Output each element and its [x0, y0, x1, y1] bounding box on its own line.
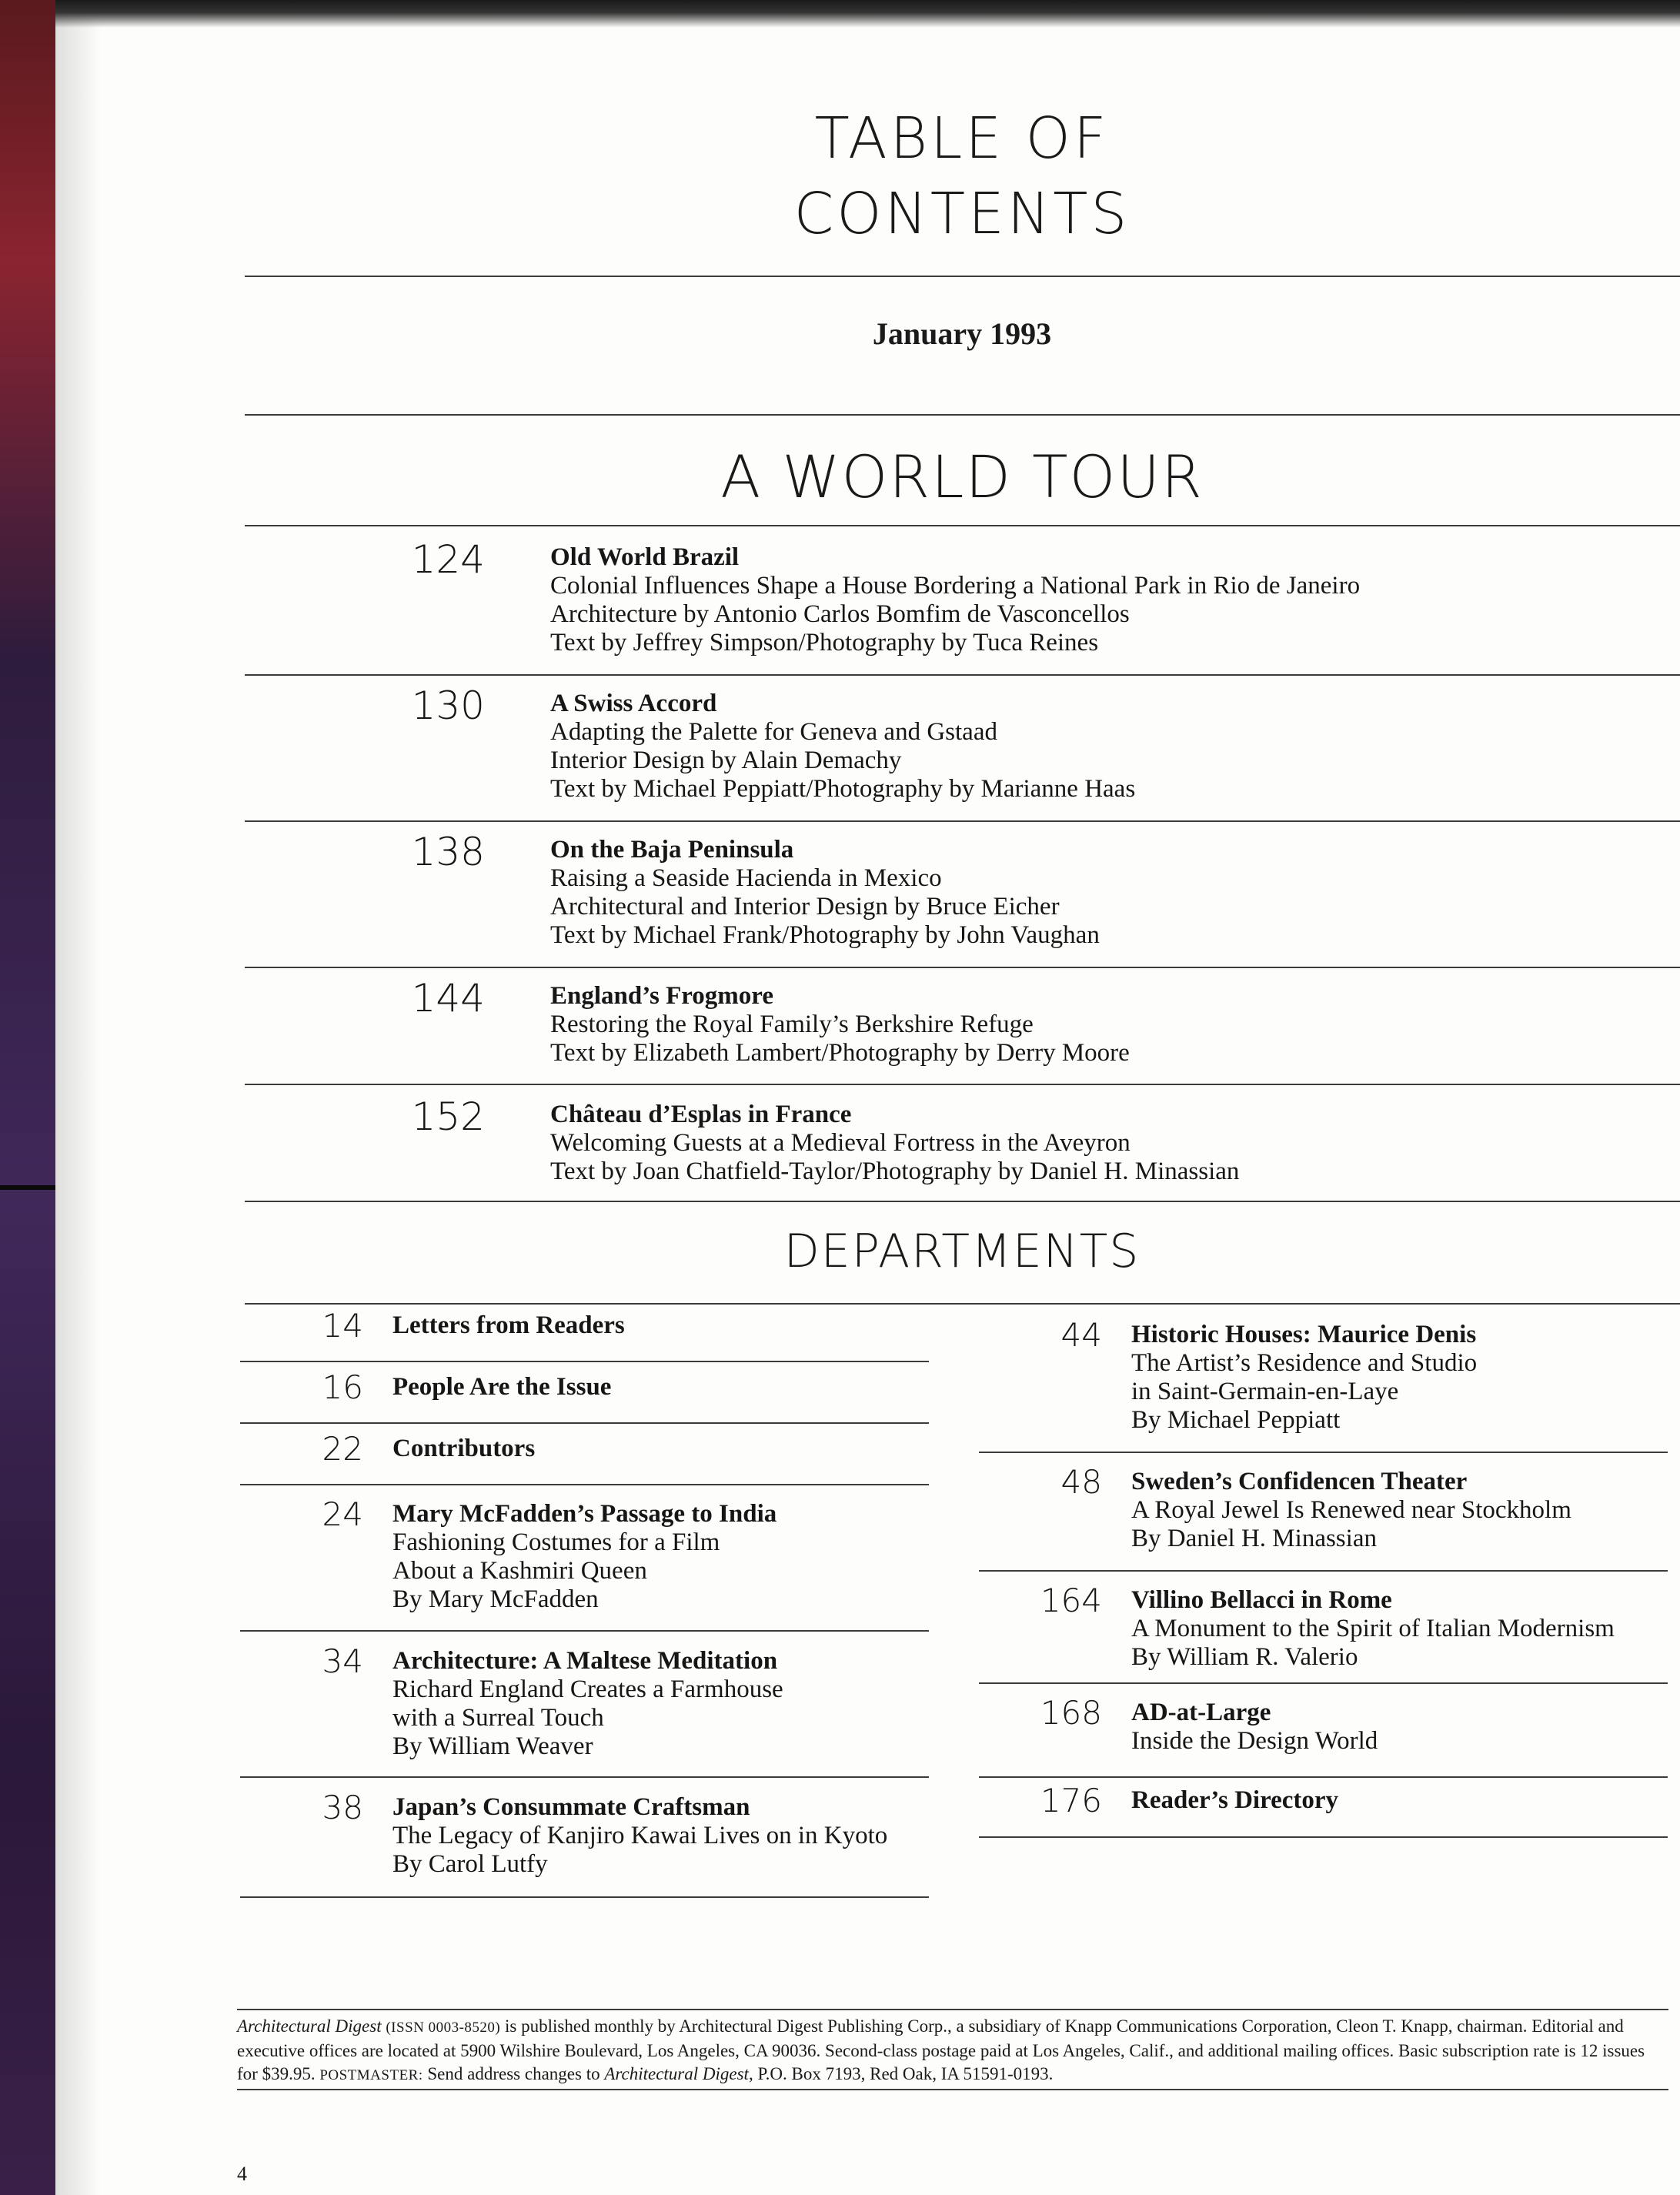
- divider: [979, 1452, 1668, 1453]
- divider: [240, 1422, 929, 1424]
- page-number: 4: [237, 2163, 247, 2185]
- page-reference: 48: [1060, 1463, 1102, 1501]
- entry-title: Old World Brazil: [550, 543, 740, 571]
- entry-title: Letters from Readers: [392, 1311, 625, 1339]
- page-reference: 24: [322, 1495, 363, 1533]
- magazine-name: Architectural Digest: [237, 2016, 382, 2036]
- entry-detail-line: By Mary McFadden: [392, 1585, 599, 1613]
- divider: [979, 1776, 1668, 1778]
- postmaster-label: POSTMASTER:: [319, 2067, 423, 2083]
- entry-title: England’s Frogmore: [550, 982, 773, 1010]
- divider: [237, 2009, 1668, 2010]
- divider: [979, 1682, 1668, 1684]
- entry-detail-line: Fashioning Costumes for a Film: [392, 1528, 720, 1556]
- page-reference: 130: [411, 683, 485, 728]
- divider: [245, 1201, 1680, 1202]
- entry-text: [550, 543, 1628, 657]
- entry-detail-line: By Carol Lutfy: [392, 1850, 548, 1878]
- entry-text: [392, 1500, 777, 1614]
- entry-detail-line: A Royal Jewel Is Renewed near Stockholm: [1131, 1496, 1571, 1524]
- entry-title: Historic Houses: Maurice Denis: [1131, 1321, 1477, 1348]
- entry-title: Château d’Esplas in France: [550, 1101, 852, 1128]
- entry-detail-line: Text by Michael Peppiatt/Photography by Marianne Haas: [550, 775, 1136, 803]
- entry-text: [550, 1101, 1628, 1186]
- entry-detail-line: Interior Design by Alain Demachy: [550, 747, 902, 774]
- entry-detail-line: Inside the Design World: [1131, 1727, 1378, 1755]
- entry-title: Reader’s Directory: [1131, 1786, 1339, 1814]
- page-reference: 152: [411, 1094, 485, 1139]
- entry-detail-line: By William Weaver: [392, 1732, 593, 1760]
- divider: [245, 414, 1680, 416]
- features-heading: A WORLD TOUR: [720, 443, 1204, 511]
- entry-text: [1131, 1699, 1378, 1756]
- entry-detail-line: in Saint-Germain-en-Laye: [1131, 1378, 1399, 1405]
- entry-detail-line: Text by Joan Chatfield-Taylor/Photography by Daniel H. Minassian: [550, 1158, 1240, 1185]
- entry-detail-line: Richard England Creates a Farmhouse: [392, 1675, 783, 1703]
- page-reference: 138: [411, 830, 485, 874]
- entry-detail-line: Adapting the Palette for Geneva and Gstaad: [550, 718, 997, 746]
- entry-text: [1131, 1468, 1571, 1553]
- entry-title: Japan’s Consummate Craftsman: [392, 1793, 750, 1821]
- divider: [237, 2089, 1668, 2090]
- divider: [240, 1776, 929, 1778]
- entry-detail-line: Architecture by Antonio Carlos Bomfim de Vasconcellos: [550, 600, 1130, 628]
- entry-text: [392, 1793, 887, 1879]
- notice-text-2: Send address changes to: [423, 2064, 605, 2083]
- divider: [245, 276, 1680, 277]
- page-title-line-1: TABLE OF: [814, 105, 1110, 172]
- entry-detail-line: The Legacy of Kanjiro Kawai Lives on in Kyoto: [392, 1822, 888, 1849]
- entry-detail-line: Architectural and Interior Design by Bruce Eicher: [550, 893, 1060, 920]
- magazine-name: Architectural Digest: [604, 2064, 749, 2083]
- entry-title: Architecture: A Maltese Meditation: [392, 1647, 778, 1675]
- entry-text: [550, 836, 1628, 950]
- page-reference: 34: [322, 1642, 363, 1680]
- entry-detail-line: About a Kashmiri Queen: [392, 1557, 647, 1585]
- scan-top-edge: [55, 0, 1680, 28]
- page-reference: 38: [322, 1789, 363, 1826]
- divider: [979, 1570, 1668, 1572]
- divider: [245, 967, 1680, 968]
- entry-detail-line: Colonial Influences Shape a House Bordering a National Park in Rio de Janeiro: [550, 572, 1361, 600]
- entry-text: [392, 1311, 625, 1340]
- entry-detail-line: By Daniel H. Minassian: [1131, 1525, 1377, 1552]
- issue-date: January 1993: [872, 316, 1052, 351]
- entry-text: [1131, 1321, 1477, 1435]
- entry-text: [550, 982, 1628, 1067]
- entry-detail-line: Text by Michael Frank/Photography by John Vaughan: [550, 921, 1100, 949]
- entry-detail-line: A Monument to the Spirit of Italian Modernism: [1131, 1615, 1615, 1642]
- divider: [245, 820, 1680, 822]
- entry-title: Mary McFadden’s Passage to India: [392, 1500, 777, 1528]
- entry-detail-line: Text by Jeffrey Simpson/Photography by Tuca Reines: [550, 629, 1099, 656]
- adjacent-page-edge: [0, 0, 55, 2195]
- entry-text: [1131, 1586, 1615, 1672]
- page-reference: 124: [411, 537, 485, 582]
- divider: [240, 1361, 929, 1362]
- entry-title: Contributors: [392, 1435, 536, 1462]
- notice-text-3: , P.O. Box 7193, Red Oak, IA 51591-0193.: [748, 2064, 1054, 2083]
- notice-text-1: is published monthly by Architectural Digest Publishing Corp., a subsidiary of Knapp Communications Corporation, Cleon T. Knapp, chairman. Editorial and executive offices are located at 5900 Wilshire Boulevard, Los Angeles, CA 90036. Second-class postage paid at Los Angeles, Calif., and additional mailing offices. Basic subscription rate is 12 issues for $39.95.: [237, 2016, 1645, 2083]
- entry-text: [392, 1373, 611, 1402]
- page-reference: 22: [322, 1430, 363, 1468]
- departments-heading: DEPARTMENTS: [783, 1224, 1141, 1278]
- page-reference: 164: [1040, 1582, 1102, 1619]
- entry-title: A Swiss Accord: [550, 690, 717, 717]
- entry-title: AD-at-Large: [1131, 1699, 1271, 1726]
- page-reference: 144: [411, 976, 485, 1021]
- entry-detail-line: Welcoming Guests at a Medieval Fortress in the Aveyron: [550, 1129, 1131, 1157]
- page-reference: 16: [322, 1368, 363, 1406]
- entry-detail-line: By William R. Valerio: [1131, 1643, 1358, 1671]
- entry-detail-line: Restoring the Royal Family’s Berkshire Refuge: [550, 1011, 1034, 1038]
- entry-text: [1131, 1786, 1338, 1815]
- entry-detail-line: Text by Elizabeth Lambert/Photography by Derry Moore: [550, 1039, 1130, 1067]
- page-reference: 14: [322, 1307, 363, 1345]
- entry-detail-line: The Artist’s Residence and Studio: [1131, 1349, 1478, 1377]
- divider: [245, 674, 1680, 676]
- divider: [240, 1630, 929, 1632]
- entry-detail-line: Raising a Seaside Hacienda in Mexico: [550, 864, 942, 892]
- divider: [245, 525, 1680, 526]
- page-reference: 168: [1040, 1694, 1102, 1732]
- page-reference: 176: [1040, 1782, 1102, 1819]
- page-gutter-shadow: [55, 0, 102, 2195]
- entry-text: [392, 1435, 535, 1463]
- divider: [979, 1836, 1668, 1838]
- entry-detail-line: By Michael Peppiatt: [1131, 1406, 1341, 1434]
- divider: [240, 1896, 929, 1898]
- page-title-line-2: CONTENTS: [793, 181, 1131, 247]
- entry-title: On the Baja Peninsula: [550, 836, 794, 864]
- publication-notice: [237, 2015, 1668, 2087]
- entry-text: [392, 1647, 783, 1761]
- page-reference: 44: [1060, 1316, 1102, 1354]
- entry-title: People Are the Issue: [392, 1373, 612, 1401]
- entry-detail-line: with a Surreal Touch: [392, 1704, 604, 1732]
- entry-title: Villino Bellacci in Rome: [1131, 1586, 1392, 1614]
- divider: [240, 1484, 929, 1485]
- divider: [245, 1084, 1680, 1085]
- issn-label: (ISSN 0003-8520): [386, 2020, 501, 2036]
- entry-title: Sweden’s Confidencen Theater: [1131, 1468, 1468, 1495]
- divider: [245, 1303, 1680, 1305]
- entry-text: [550, 690, 1628, 803]
